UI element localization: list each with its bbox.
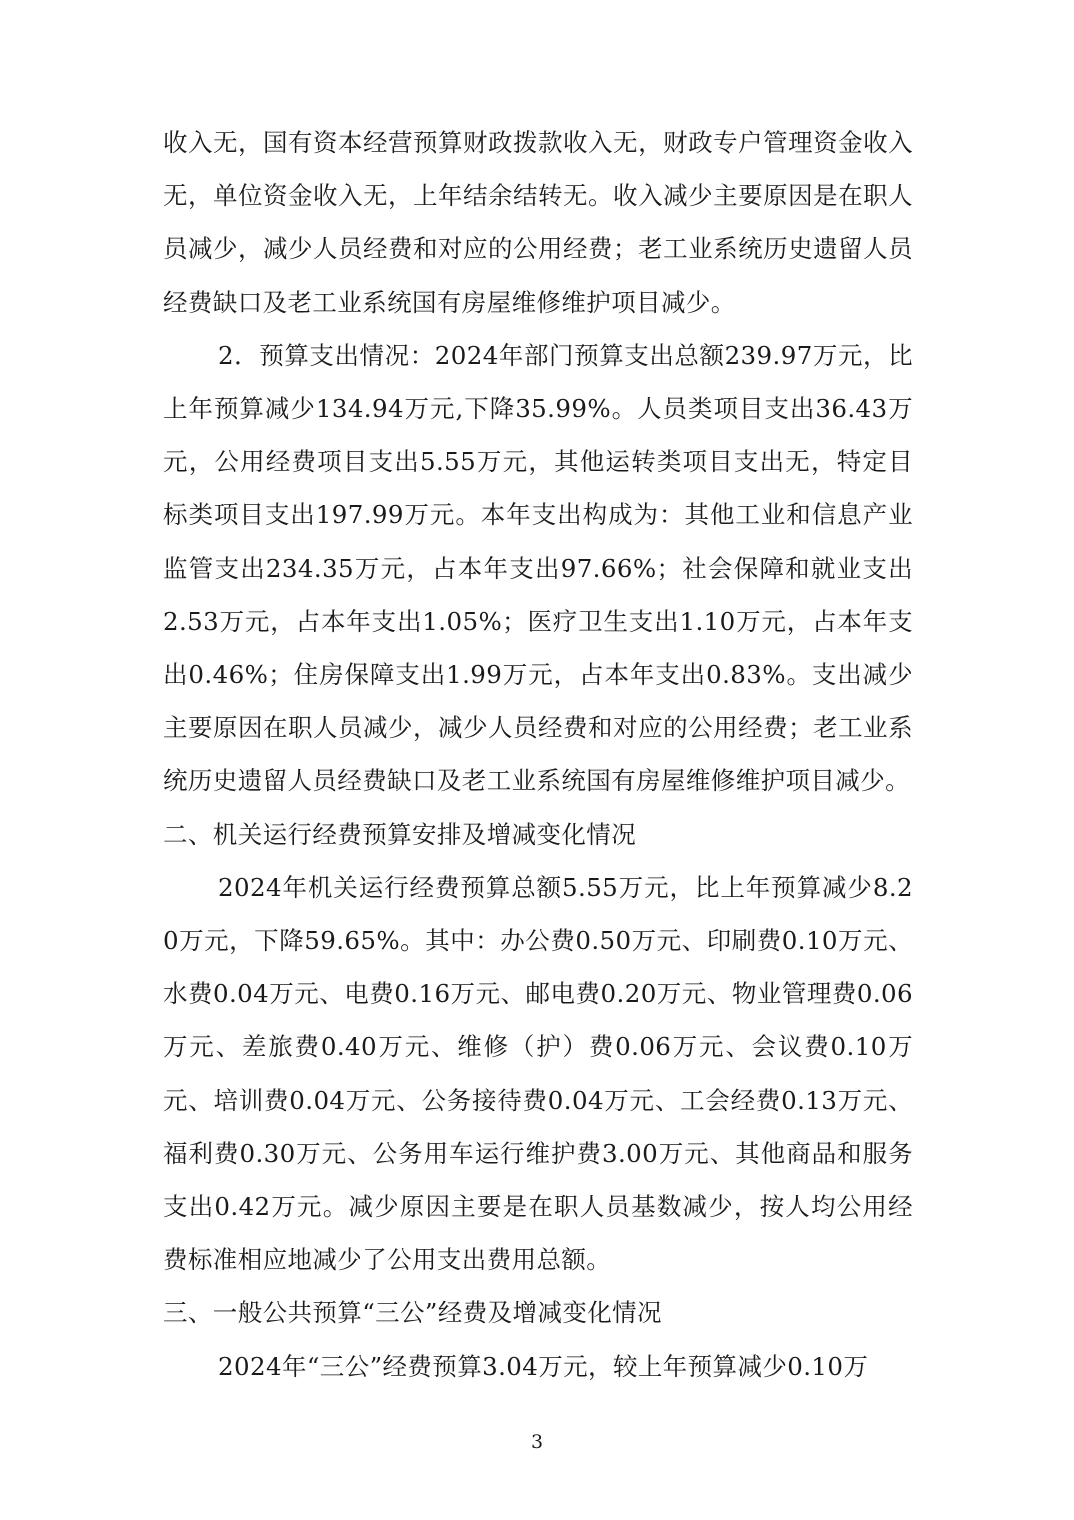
paragraph-income-continuation: 收入无，国有资本经营预算财政拨款收入无，财政专户管理资金收入无，单位资金收入无，上年结余结转无。收入减少主要原因是在职人员减少，减少人员经费和对应的公用经费；老工业系统历史遗留人员经费缺口及老工业系统国有房屋维修维护项目减少。 <box>163 128 913 317</box>
page-number: 3 <box>530 1431 544 1453</box>
document-page <box>163 116 913 1393</box>
paragraph-expenditure: 2．预算支出情况：2024年部门预算支出总额239.97万元，比上年预算减少134.94万元,下降35.99%。人员类项目支出36.43万元，公用经费项目支出5.55万元，其他运转类项目支出无，特定目标类项目支出197.99万元。本年支出构成为：其他工业和信息产业监管支出234.35万元，占本年支出97.66%；社会保障和就业支出2.53万元，占本年支出1.05%；医疗卫生支出1.10万元，占本年支出0.46%；住房保障支出1.99万元，占本年支出0.83%。支出减少主要原因在职人员减少，减少人员经费和对应的公用经费；老工业系统历史遗留人员经费缺口及老工业系统国有房屋维修维护项目减少。 <box>163 340 913 796</box>
section-heading-operating-costs: 二、机关运行经费预算安排及增减变化情况 <box>163 819 637 849</box>
paragraph-three-public-costs: 2024年“三公”经费预算3.04万元，较上年预算减少0.10万 <box>218 1351 869 1381</box>
section-heading-three-public-costs: 三、一般公共预算“三公”经费及增减变化情况 <box>163 1298 662 1328</box>
paragraph-operating-costs: 2024年机关运行经费预算总额5.55万元，比上年预算减少8.20万元，下降59.65%。其中：办公费0.50万元、印刷费0.10万元、水费0.04万元、电费0.16万元、邮电费0.20万元、物业管理费0.06万元、差旅费0.40万元、维修（护）费0.06万元、会议费0.10万元、培训费0.04万元、公务接待费0.04万元、工会经费0.13万元、福利费0.30万元、公务用车运行维护费3.00万元、其他商品和服务支出0.42万元。减少原因主要是在职人员基数减少，按人均公用经费标准相应地减少了公用支出费用总额。 <box>163 872 913 1275</box>
